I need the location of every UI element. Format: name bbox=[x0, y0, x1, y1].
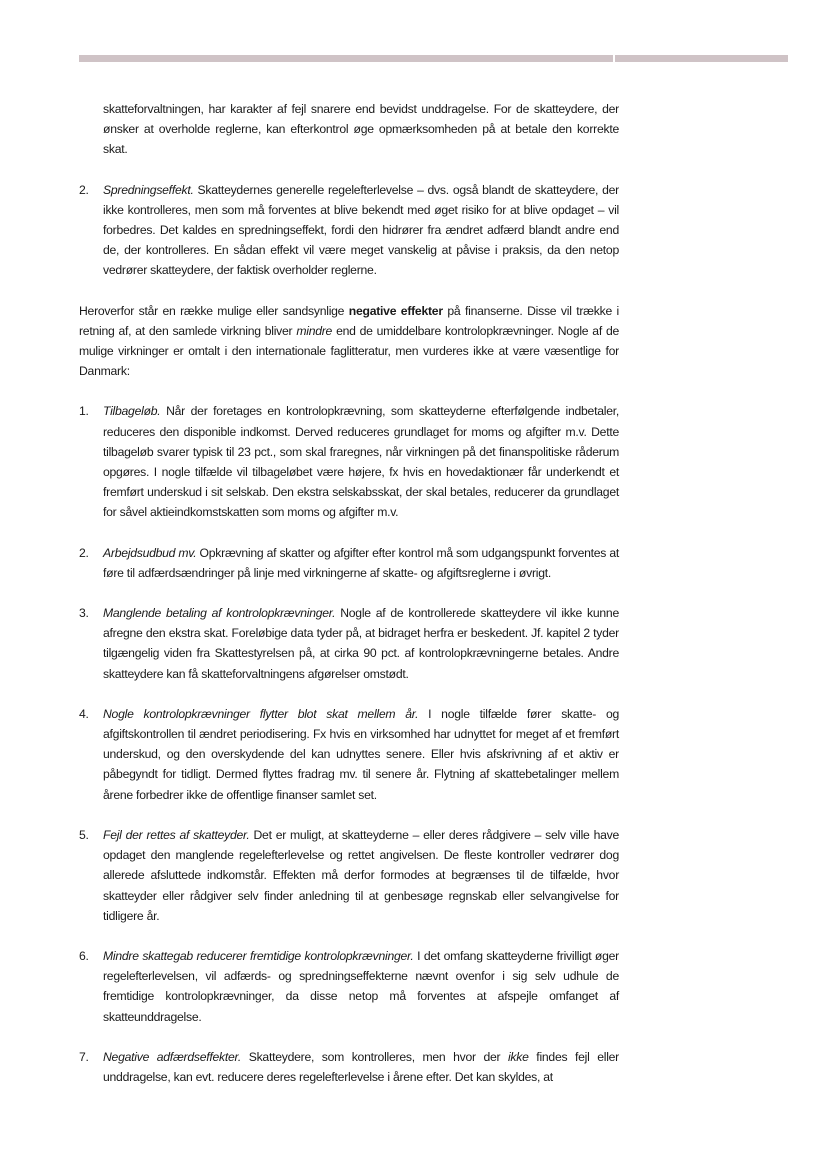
list-item-spredningseffekt bbox=[79, 180, 619, 281]
list-item-lead: Tilbageløb. bbox=[103, 404, 161, 419]
list-item-manglende-betaling bbox=[79, 603, 619, 684]
list-item-lead: Fejl der rettes af skatteyder. bbox=[103, 827, 250, 842]
intro-paragraph: Heroverfor står en række mulige eller sandsynlige negative effekter på finanserne. Disse vil trække i retning af, at den samlede virkning bliver mindre end de umiddelbare kontrolopkrævninger. Nogle af de mulige virkninger er omtalt i den internationale faglitteratur, men vurderes ikke at være væsentlige for Danmark: bbox=[79, 303, 620, 379]
list-number: 1. bbox=[79, 404, 89, 419]
header-rule bbox=[79, 55, 788, 62]
list-number: 2. bbox=[79, 182, 89, 197]
list-item-lead: Negative adfærdseffekter. bbox=[103, 1049, 242, 1064]
header-rule-divider bbox=[613, 55, 615, 62]
list-item-lead: Nogle kontrolopkrævninger flytter blot skat mellem år. bbox=[103, 706, 419, 721]
list-item-text: I det omfang skatteyderne frivilligt øger regelefterlevelsen, vil adfærds- og spredningseffekterne nævnt ovenfor i sig selv udhule de fremtidige kontrolopkrævninger, da disse netop må forventes at afspejle omfanget af skatteunddragelse. bbox=[103, 948, 619, 1024]
negative-effects-term: negative effekter bbox=[348, 303, 443, 318]
list-item-lead: Spredningseffekt. bbox=[103, 182, 194, 197]
list-number: 3. bbox=[79, 606, 89, 621]
list-item-text: findes fejl eller unddragelse, kan evt. reducere deres regelefterlevelse i årene efter. Det kan skyldes, at bbox=[103, 1049, 619, 1084]
continuation-paragraph: skatteforvaltningen, har karakter af fejl snarere end bevidst unddragelse. For de skatteydere, der ønsker at overholde reglerne, kan efterkontrol øge opmærksomheden på at betale den korrekte skat. bbox=[103, 102, 619, 157]
list-number: 5. bbox=[79, 827, 89, 842]
list-item-text: Skatteydernes generelle regelefterlevelse – dvs. også blandt de skatteydere, der ikke kontrolleres, men som må forventes at blive bekendt med øget risiko for at blive opdaget – vil forbedres. Det kaldes en spredningseffekt, fordi den hidrører fra ændret adfærd blandt andre end de, der kontrolleres. En sådan effekt vil være meget vanskelig at påvise i praksis, da den netop vedrører skatteydere, der faktisk overholder reglerne. bbox=[103, 182, 619, 278]
list-item-fejl-rettes bbox=[79, 825, 619, 926]
list-item-text: Nogle af de kontrollerede skatteydere vil ikke kunne afregne den ekstra skat. Foreløbige data tyder på, at bidraget herfra er beskedent. Jf. kapitel 2 tyder tilgængelig viden fra Skattestyrelsen på, at cirka 90 pct. af kontrolopkrævningerne betales. Andre skatteydere kan få skatteforvaltningens afgørelser omstødt. bbox=[103, 606, 619, 681]
list-item-lead: Manglende betaling af kontrolopkrævninger. bbox=[103, 606, 336, 621]
list-item-flytter-skat bbox=[79, 704, 619, 805]
list-number: 6. bbox=[79, 948, 89, 963]
list-item-emphasis: ikke bbox=[507, 1049, 529, 1064]
list-item-arbejdsudbud bbox=[79, 543, 619, 583]
page-body bbox=[79, 99, 619, 1107]
list-item-text: Skatteydere, som kontrolleres, men hvor der bbox=[241, 1049, 508, 1064]
list-item-text: Når der foretages en kontrolopkrævning, som skatteyderne efterfølgende indbetaler, reduceres den disponible indkomst. Derved reduceres grundlaget for moms og afgifter m.v. Dette tilbageløb svarer typisk til 23 pct., som skal fraregnes, når virkningen på det finanspolitiske råderum opgøres. I nogle tilfælde vil tilbageløbet være højere, fx hvis en hovedaktionær får underkendt et fremført underskud i sit selskab. Den ekstra selskabsskat, der skal betales, reducerer da grundlaget for såvel aktieindkomstskatten som moms og afgifter m.v. bbox=[103, 404, 619, 520]
list-item-tilbageloeb bbox=[79, 401, 619, 522]
list-number: 7. bbox=[79, 1049, 89, 1064]
list-item-text: Opkrævning af skatter og afgifter efter kontrol må som udgangspunkt forventes at føre til adfærdsændringer på linje med virkningerne af skatte- og afgiftsreglerne i øvrigt. bbox=[103, 545, 619, 580]
list-item-text: I nogle tilfælde fører skatte- og afgiftskontrollen til ændret periodisering. Fx hvis en virksomhed har udnyttet for meget af et fremført underskud, og den overskydende del kan udnyttes senere. Eller hvis afskrivning af et aktiv er påbegyndt for tidligt. Dermed flyttes fradrag mv. til senere år. Flytning af skattebetalinger mellem årene forbedrer ikke de offentlige finanser samlet set. bbox=[103, 706, 619, 802]
list-item-lead: Arbejdsudbud mv. bbox=[103, 545, 197, 560]
list-number: 2. bbox=[79, 545, 89, 560]
list-item-negative-adfaerd bbox=[79, 1047, 619, 1087]
list-item-text: Det er muligt, at skatteyderne – eller deres rådgivere – selv ville have opdaget den manglende regelefterlevelse og rettet angivelsen. De fleste kontroller vedrører dog allerede afsluttede indkomstår. Effekten må derfor formodes at begrænses til de tilfælde, hvor skatteyder eller rådgiver selv finder anledning til at genbesøge regnskab eller selvangivelse for tidligere år. bbox=[103, 827, 619, 923]
list-number: 4. bbox=[79, 706, 89, 721]
list-item-lead: Mindre skattegab reducerer fremtidige kontrolopkrævninger. bbox=[103, 948, 414, 963]
list-item-mindre-skattegab bbox=[79, 946, 619, 1027]
